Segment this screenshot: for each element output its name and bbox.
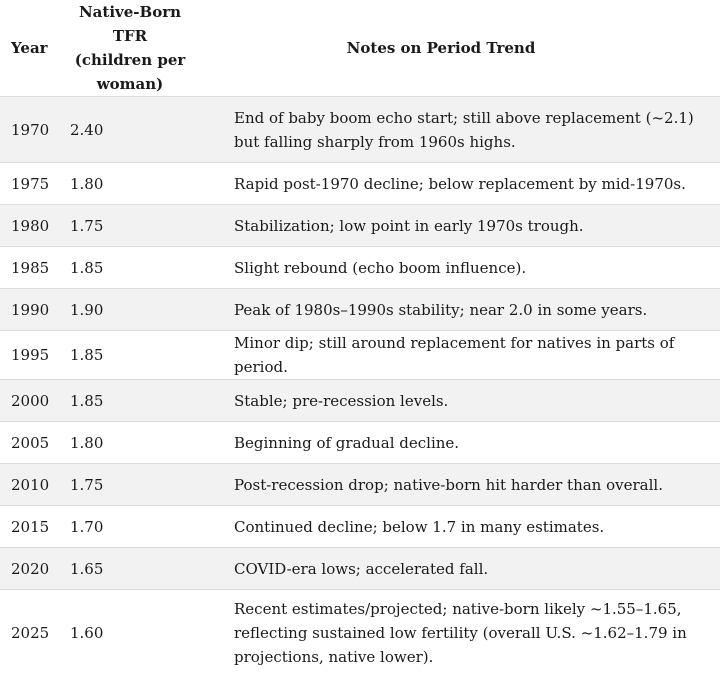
- cell-notes: End of baby boom echo start; still above replacement (~2.1) but falling sharply from 1960s highs.: [222, 97, 720, 163]
- cell-notes: COVID-era lows; accelerated fall.: [222, 548, 720, 590]
- table-row: [0, 464, 720, 506]
- cell-notes: Post-recession drop; native-born hit harder than overall.: [222, 464, 720, 506]
- table-body: [0, 97, 720, 675]
- cell-notes: Continued decline; below 1.7 in many estimates.: [222, 506, 720, 548]
- cell-year: 2015: [0, 506, 60, 548]
- cell-year: 1980: [0, 205, 60, 247]
- cell-tfr: 1.85: [60, 380, 222, 422]
- cell-tfr: 1.85: [60, 331, 222, 380]
- cell-year: 2010: [0, 464, 60, 506]
- header-row: [0, 0, 720, 97]
- header-tfr-line2: (children per: [75, 51, 186, 69]
- table-row: [0, 331, 720, 380]
- header-tfr-line3: woman): [97, 75, 164, 93]
- cell-notes: Stabilization; low point in early 1970s trough.: [222, 205, 720, 247]
- cell-tfr: 2.40: [60, 97, 222, 163]
- cell-tfr: 1.75: [60, 464, 222, 506]
- cell-year: 2005: [0, 422, 60, 464]
- table-row: [0, 380, 720, 422]
- table-row: [0, 205, 720, 247]
- table-row: [0, 289, 720, 331]
- table-header: [0, 0, 720, 97]
- header-tfr-line1: Native-Born TFR: [79, 3, 181, 45]
- cell-tfr: 1.80: [60, 163, 222, 205]
- cell-notes: Beginning of gradual decline.: [222, 422, 720, 464]
- cell-tfr: 1.80: [60, 422, 222, 464]
- cell-notes: Stable; pre-recession levels.: [222, 380, 720, 422]
- cell-tfr: 1.60: [60, 590, 222, 675]
- cell-tfr: 1.65: [60, 548, 222, 590]
- cell-year: 1985: [0, 247, 60, 289]
- cell-notes: Minor dip; still around replacement for natives in parts of period.: [222, 331, 720, 380]
- cell-year: 2000: [0, 380, 60, 422]
- header-year: Year: [0, 0, 60, 97]
- table-row: [0, 422, 720, 464]
- table-row: [0, 97, 720, 163]
- cell-tfr: 1.75: [60, 205, 222, 247]
- cell-notes: Rapid post-1970 decline; below replacement by mid-1970s.: [222, 163, 720, 205]
- header-notes: Notes on Period Trend: [222, 0, 720, 97]
- cell-year: 1990: [0, 289, 60, 331]
- cell-tfr: 1.70: [60, 506, 222, 548]
- table-row: [0, 163, 720, 205]
- cell-year: 1995: [0, 331, 60, 380]
- cell-year: 2020: [0, 548, 60, 590]
- cell-notes: Recent estimates/projected; native-born likely ~1.55–1.65, reflecting sustained low fertility (overall U.S. ~1.62–1.79 in projections, native lower).: [222, 590, 720, 675]
- table-row: [0, 247, 720, 289]
- cell-year: 1970: [0, 97, 60, 163]
- cell-year: 1975: [0, 163, 60, 205]
- table-row: [0, 548, 720, 590]
- header-tfr: [60, 0, 222, 97]
- cell-year: 2025: [0, 590, 60, 675]
- cell-tfr: 1.85: [60, 247, 222, 289]
- table-row: [0, 590, 720, 675]
- cell-tfr: 1.90: [60, 289, 222, 331]
- cell-notes: Peak of 1980s–1990s stability; near 2.0 in some years.: [222, 289, 720, 331]
- cell-notes: Slight rebound (echo boom influence).: [222, 247, 720, 289]
- table-row: [0, 506, 720, 548]
